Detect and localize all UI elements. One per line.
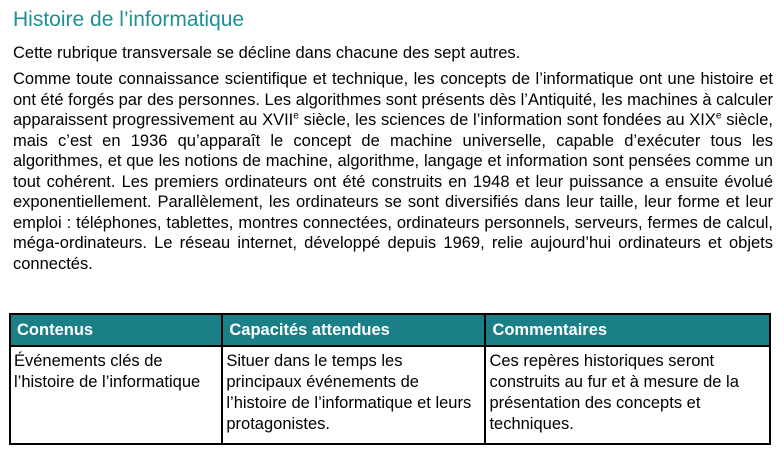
cell-commentaires: Ces repères historiques seront construits au fur et à mesure de la présentation des concepts et techniques. [485, 346, 770, 444]
header-capacites: Capacités attendues [222, 314, 485, 346]
paragraph-part-1: Comme toute connaissance scientifique et technique, les concepts de l’informatique ont une histoire et ont été forgés par des personnes. Les algorithmes sont présents dès l’Antiquité, les machines à calculer apparaissent progressivement au XVII [13, 70, 773, 129]
superscript-1: e [293, 110, 299, 122]
document-page [13, 5, 773, 274]
history-paragraph [13, 69, 773, 274]
curriculum-table [9, 313, 771, 445]
superscript-2: e [715, 110, 722, 122]
paragraph-part-2: siècle, les sciences de l’information sont fondées au XIX [298, 111, 716, 129]
table-row [10, 346, 770, 444]
cell-capacites: Situer dans le temps les principaux événements de l’histoire de l’informatique et leurs protagonistes. [222, 346, 485, 444]
header-commentaires: Commentaires [485, 314, 770, 346]
table-header-row [10, 314, 770, 346]
section-title: Histoire de l’informatique [13, 8, 245, 31]
header-contenus: Contenus [10, 314, 222, 346]
intro-text: Cette rubrique transversale se décline dans chacune des sept autres. [13, 44, 521, 62]
cell-contenus: Événements clés de l’histoire de l’informatique [10, 346, 222, 444]
paragraph-part-3: siècle, mais c’est en 1936 qu’apparaît le concept de machine universelle, capable d’exécuter tous les algorithmes, et que les notions de machine, algorithme, langage et information sont pensées comme un tout cohérent. Les premiers ordinateurs ont été construits en 1948 et leur puissance a ensuite évolué exponentiellement. Parallèlement, les ordinateurs se sont diversifiés dans leur taille, leur forme et leur emploi : téléphones, tablettes, montres connectées, ordinateurs personnels, serveurs, fermes de calcul, méga-ordinateurs. Le réseau internet, développé depuis 1969, relie aujourd’hui ordinateurs et objets connectés. [13, 111, 773, 273]
